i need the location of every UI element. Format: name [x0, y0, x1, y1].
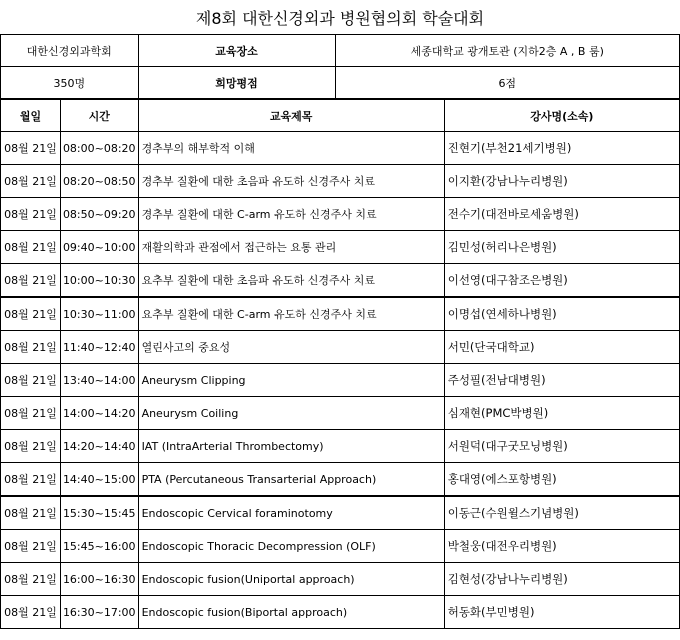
- table-row: [1, 397, 680, 430]
- attendee-count: 350명: [1, 67, 139, 100]
- row-speaker: 이선영(대구참조은병원): [444, 264, 679, 298]
- row-time: 14:20~14:40: [60, 430, 138, 463]
- row-time: 15:30~15:45: [60, 496, 138, 530]
- row-date: 08월 21일: [1, 198, 61, 231]
- row-time: 08:50~09:20: [60, 198, 138, 231]
- row-topic: 재활의학과 관점에서 접근하는 요통 관리: [138, 231, 444, 264]
- row-date: 08월 21일: [1, 132, 61, 165]
- rating-label: 희망평점: [138, 67, 335, 100]
- row-speaker: 박철웅(대전우리병원): [444, 530, 679, 563]
- header-speaker: 강사명(소속): [444, 99, 679, 132]
- row-speaker: 이동근(수원윌스기념병원): [444, 496, 679, 530]
- row-speaker: 홍대영(에스포항병원): [444, 463, 679, 497]
- organizer-cell: 대한신경외과학회: [1, 35, 139, 67]
- row-topic: Endoscopic Thoracic Decompression (OLF): [138, 530, 444, 563]
- venue-value: 세종대학교 광개토관 (지하2층 A , B 룸): [335, 35, 680, 67]
- row-date: 08월 21일: [1, 165, 61, 198]
- row-date: 08월 21일: [1, 496, 61, 530]
- row-topic: 경추부 질환에 대한 초음파 유도하 신경주사 치료: [138, 165, 444, 198]
- table-row: [1, 165, 680, 198]
- row-topic: 경추부의 해부학적 이해: [138, 132, 444, 165]
- venue-label: 교육장소: [138, 35, 335, 67]
- row-speaker: 허동화(부민병원): [444, 596, 679, 629]
- table-row: [1, 297, 680, 331]
- row-date: 08월 21일: [1, 596, 61, 629]
- header-date: 월일: [1, 99, 61, 132]
- row-date: 08월 21일: [1, 231, 61, 264]
- row-speaker: 서민(단국대학교): [444, 331, 679, 364]
- table-row: [1, 430, 680, 463]
- row-topic: Endoscopic fusion(Biportal approach): [138, 596, 444, 629]
- row-speaker: 이명섭(연세하나병원): [444, 297, 679, 331]
- row-date: 08월 21일: [1, 530, 61, 563]
- row-speaker: 서원덕(대구굿모닝병원): [444, 430, 679, 463]
- row-topic: 열린사고의 중요성: [138, 331, 444, 364]
- table-row: [1, 596, 680, 629]
- table-row: [1, 496, 680, 530]
- row-date: 08월 21일: [1, 364, 61, 397]
- row-speaker: 김현성(강남나누리병원): [444, 563, 679, 596]
- row-speaker: 진현기(부천21세기병원): [444, 132, 679, 165]
- header-time: 시간: [60, 99, 138, 132]
- row-time: 14:40~15:00: [60, 463, 138, 497]
- row-time: 16:00~16:30: [60, 563, 138, 596]
- table-row: [1, 231, 680, 264]
- row-time: 14:00~14:20: [60, 397, 138, 430]
- row-date: 08월 21일: [1, 430, 61, 463]
- row-time: 09:40~10:00: [60, 231, 138, 264]
- rating-value: 6점: [335, 67, 680, 100]
- table-row: [1, 563, 680, 596]
- row-date: 08월 21일: [1, 397, 61, 430]
- row-time: 15:45~16:00: [60, 530, 138, 563]
- row-date: 08월 21일: [1, 463, 61, 497]
- table-row: [1, 264, 680, 298]
- row-topic: 경추부 질환에 대한 C-arm 유도하 신경주사 치료: [138, 198, 444, 231]
- row-speaker: 이지환(강남나누리병원): [444, 165, 679, 198]
- row-speaker: 심재현(PMC박병원): [444, 397, 679, 430]
- table-row: [1, 463, 680, 497]
- row-speaker: 주성필(전남대병원): [444, 364, 679, 397]
- row-date: 08월 21일: [1, 563, 61, 596]
- table-row: [1, 198, 680, 231]
- row-topic: Endoscopic fusion(Uniportal approach): [138, 563, 444, 596]
- page-title: 제8회 대한신경외과 병원협의회 학술대회: [195, 8, 485, 28]
- info-row-2: [1, 67, 680, 100]
- row-time: 13:40~14:00: [60, 364, 138, 397]
- row-time: 11:40~12:40: [60, 331, 138, 364]
- row-date: 08월 21일: [1, 297, 61, 331]
- row-date: 08월 21일: [1, 264, 61, 298]
- table-row: [1, 331, 680, 364]
- info-row-1: [1, 35, 680, 67]
- row-time: 08:00~08:20: [60, 132, 138, 165]
- table-row: [1, 364, 680, 397]
- row-speaker: 김민성(허리나은병원): [444, 231, 679, 264]
- header-topic: 교육제목: [138, 99, 444, 132]
- schedule-table: [0, 34, 680, 629]
- row-topic: Aneurysm Clipping: [138, 364, 444, 397]
- row-time: 08:20~08:50: [60, 165, 138, 198]
- row-date: 08월 21일: [1, 331, 61, 364]
- row-topic: PTA (Percutaneous Transarterial Approach): [138, 463, 444, 497]
- row-time: 10:30~11:00: [60, 297, 138, 331]
- table-row: [1, 530, 680, 563]
- row-topic: IAT (IntraArterial Thrombectomy): [138, 430, 444, 463]
- row-speaker: 전수기(대전바로세움병원): [444, 198, 679, 231]
- row-time: 10:00~10:30: [60, 264, 138, 298]
- table-row: [1, 132, 680, 165]
- row-topic: Endoscopic Cervical foraminotomy: [138, 496, 444, 530]
- row-time: 16:30~17:00: [60, 596, 138, 629]
- header-row: [1, 99, 680, 132]
- row-topic: 요추부 질환에 대한 초음파 유도하 신경주사 치료: [138, 264, 444, 298]
- row-topic: 요추부 질환에 대한 C-arm 유도하 신경주사 치료: [138, 297, 444, 331]
- row-topic: Aneurysm Coiling: [138, 397, 444, 430]
